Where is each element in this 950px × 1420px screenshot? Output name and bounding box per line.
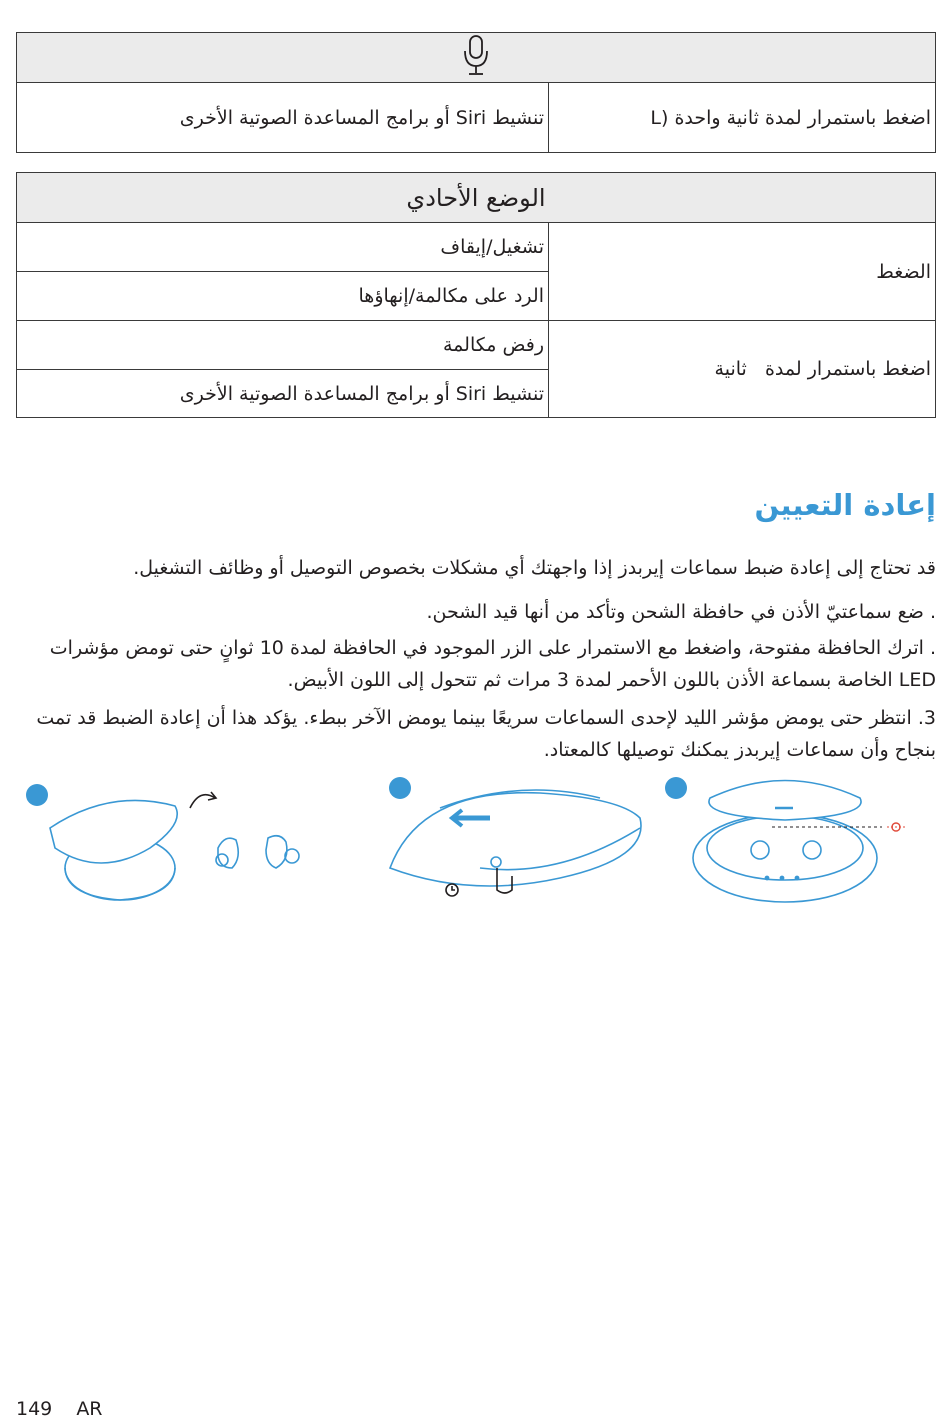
- illustration-press-button: [389, 777, 641, 896]
- press-label: الضغط: [549, 223, 936, 321]
- step-dot-icon: [389, 777, 411, 799]
- page-footer: [16, 1398, 121, 1420]
- reject-cell: رفض مكالمة: [17, 321, 549, 370]
- voice-assistant-table: [16, 32, 936, 153]
- hold-label: اضغط باستمرار لمدة ثانية: [549, 321, 936, 418]
- action-cell: اضغط باستمرار لمدة ثانية واحدة (L: [549, 83, 936, 153]
- step-dot-icon: [26, 784, 48, 806]
- reset-step-3: 3. انتظر حتى يومض مؤشر الليد لإحدى السماعات سريعًا بينما يومض الآخر ببطء. يؤكد هذا أن إعادة الضبط قد تمت بنجاح وأن سماعات إيربدز يمكنك توصيلها كالمعتاد.: [36, 707, 936, 761]
- table-header: [17, 33, 936, 83]
- step-dot-icon: [665, 777, 687, 799]
- reset-step-2: . اترك الحافظة مفتوحة، واضغط مع الاستمرار على الزر الموجود في الحافظة لمدة 10 ثوانٍ حتى تومض مؤشرات LED الخاصة بسماعة الأذن باللون الأحمر لمدة 3 مرات ثم تتحول إلى اللون الأبيض.: [49, 637, 936, 691]
- table-title: الوضع الأحادي: [17, 173, 936, 223]
- illustration-case-open: [665, 777, 905, 902]
- answer-end-cell: الرد على مكالمة/إنهاؤها: [17, 272, 549, 321]
- result-cell: تنشيط Siri أو برامج المساعدة الصوتية الأخرى: [17, 83, 549, 153]
- illustration-remove-earbuds: [26, 784, 299, 900]
- page-number: 149: [16, 1398, 53, 1420]
- reset-intro: قد تحتاج إلى إعادة ضبط سماعات إيربدز إذا واجهتك أي مشكلات بخصوص التوصيل أو وظائف التشغيل.: [133, 557, 936, 579]
- reset-illustrations: [0, 768, 950, 918]
- mono-mode-table: [16, 172, 936, 418]
- microphone-icon: [461, 33, 491, 77]
- reset-heading: إعادة التعيين: [754, 488, 936, 522]
- reset-step-1: . ضع سماعتيّ الأذن في حافظة الشحن وتأكد من أنها قيد الشحن.: [426, 601, 936, 623]
- siri-cell: تنشيط Siri أو برامج المساعدة الصوتية الأخرى: [17, 370, 549, 418]
- play-pause-cell: تشغيل/إيقاف: [17, 223, 549, 272]
- language-code: AR: [76, 1398, 103, 1420]
